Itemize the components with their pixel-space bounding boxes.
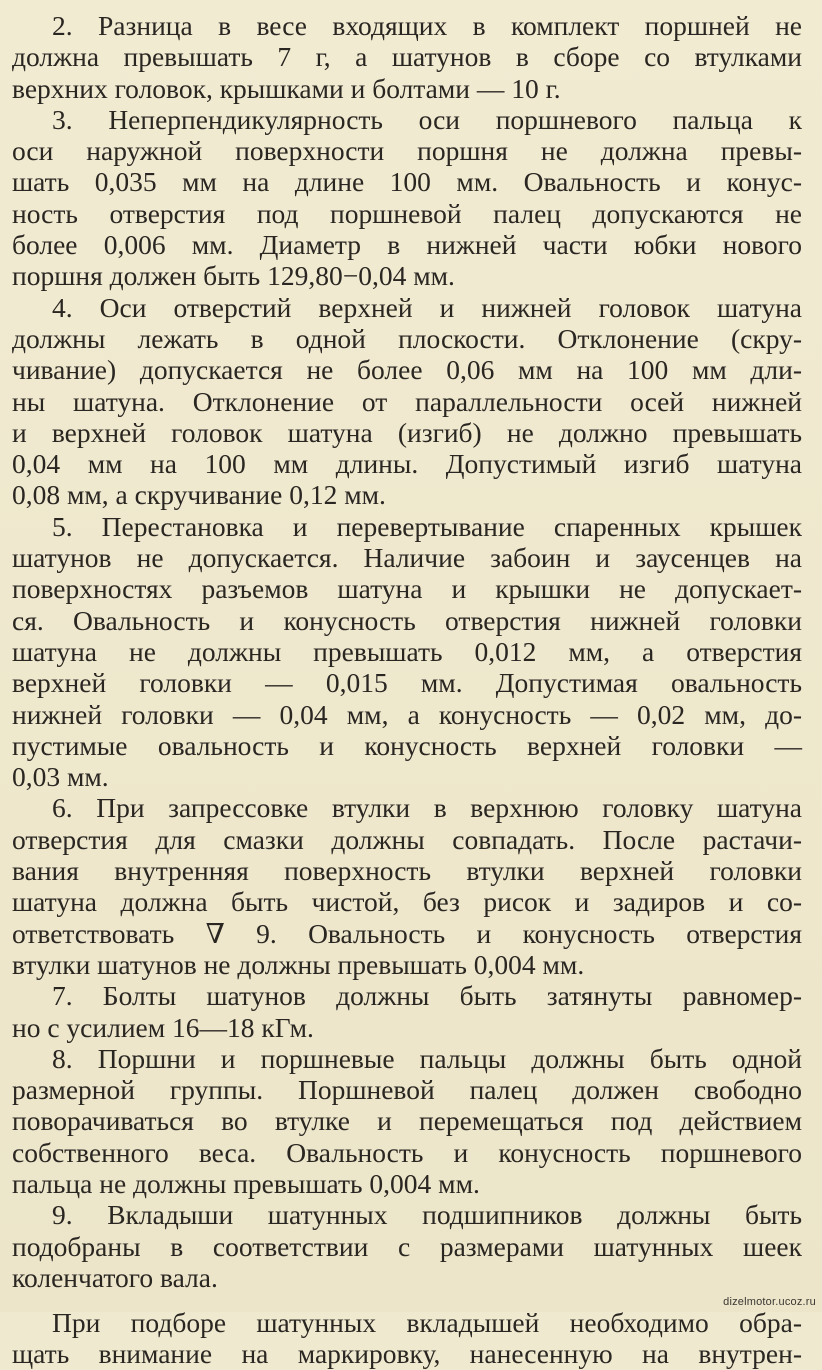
text-line: 6. При запрессовке втулки в верхнюю головку шатуна	[52, 792, 802, 824]
text-line: коленчатого вала.	[12, 1261, 218, 1293]
watermark: dizelmotor.ucoz.ru	[723, 1296, 816, 1308]
paragraph-4	[12, 292, 802, 511]
text-line: шатуна должна быть чистой, без рисок и задиров и со-	[12, 886, 802, 918]
text-line: втулки шатунов не должны превышать 0,004 мм.	[12, 948, 585, 980]
text-line: пустимые овальность и конусность верхней головки —	[12, 729, 802, 761]
paragraph-8	[12, 1043, 802, 1199]
text-line: но с усилием 16—18 кГм.	[12, 1011, 314, 1043]
text-line: ность отверстия под поршневой палец допускаются не	[12, 197, 802, 229]
text-line: ны шатуна. Отклонение от параллельности осей нижней	[12, 385, 802, 417]
text-line: и верхней головок шатуна (изгиб) не должно превышать	[12, 416, 802, 448]
text-line: поверхностях разъемов шатуна и крышки не допускает-	[12, 573, 802, 605]
paragraph-7	[12, 980, 802, 1043]
text-line: шатунов не допускается. Наличие забоин и заусенцев на	[12, 542, 802, 574]
text-line: размерной группы. Поршневой палец должен свободно	[12, 1074, 802, 1106]
text-line: более 0,006 мм. Диаметр в нижней части юбки нового	[12, 229, 802, 261]
paragraph-5	[12, 511, 802, 793]
text-line: верхней головки — 0,015 мм. Допустимая овальность	[12, 667, 802, 699]
text-line: 0,03 мм.	[12, 761, 109, 793]
text-line: отверстия для смазки должны совпадать. После растачи-	[12, 823, 802, 855]
text-line: 3. Неперпендикулярность оси поршневого пальца к	[52, 103, 802, 135]
text-line: пальца не должны превышать 0,004 мм.	[12, 1167, 480, 1199]
text-line: чивание) допускается не более 0,06 мм на 100 мм дли-	[12, 354, 802, 386]
paragraph-3	[12, 104, 802, 292]
text-line: поршня должен быть 129,80−0,04 мм.	[12, 260, 455, 292]
text-line: собственного веса. Овальность и конусность поршневого	[12, 1136, 802, 1168]
paragraph-6	[12, 792, 802, 980]
text-line: 4. Оси отверстий верхней и нижней головок шатуна	[52, 291, 802, 323]
text-line: верхних головок, крышками и болтами — 10 г.	[12, 72, 561, 104]
text-line: 0,08 мм, а скручивание 0,12 мм.	[12, 479, 386, 511]
text-line: ся. Овальность и конусность отверстия нижней головки	[12, 604, 802, 636]
text-line: 5. Перестановка и перевертывание спаренных крышек	[52, 510, 802, 542]
text-line: ответствовать ∇ 9. Овальность и конусность отверстия	[12, 917, 802, 949]
text-line: оси наружной поверхности поршня не должна превы-	[12, 135, 802, 167]
text-line: должна превышать 7 г, а шатунов в сборе со втулками	[12, 41, 802, 73]
text-line: нижней головки — 0,04 мм, а конусность — 0,02 мм, до-	[12, 698, 802, 730]
text-line: 8. Поршни и поршневые пальцы должны быть одной	[52, 1042, 802, 1074]
text-line: 0,04 мм на 100 мм длины. Допустимый изгиб шатуна	[12, 448, 802, 480]
text-line: шатуна не должны превышать 0,012 мм, а отверстия	[12, 635, 802, 667]
text-line: поворачиваться во втулке и перемещаться под действием	[12, 1105, 802, 1137]
text-line: шать 0,035 мм на длине 100 мм. Овальность и конус-	[12, 166, 802, 198]
body-text	[12, 10, 802, 1370]
paragraph-9	[12, 1199, 802, 1293]
text-line: вания внутренняя поверхность втулки верхней головки	[12, 855, 802, 887]
text-line: 7. Болты шатунов должны быть затянуты равномер-	[52, 980, 802, 1012]
paragraph-closing	[12, 1307, 802, 1370]
text-line: 2. Разница в весе входящих в комплект поршней не	[52, 10, 802, 41]
text-line: 9. Вкладыши шатунных подшипников должны быть	[52, 1199, 802, 1231]
text-line: должны лежать в одной плоскости. Отклонение (скру-	[12, 322, 802, 354]
paragraph-2	[12, 10, 802, 104]
paragraph-gap	[12, 1293, 802, 1307]
text-line: щать внимание на маркировку, нанесенную на внутрен-	[12, 1338, 802, 1370]
text-line: подобраны в соответствии с размерами шатунных шеек	[12, 1230, 802, 1262]
text-line: При подборе шатунных вкладышей необходимо обра-	[52, 1307, 802, 1339]
